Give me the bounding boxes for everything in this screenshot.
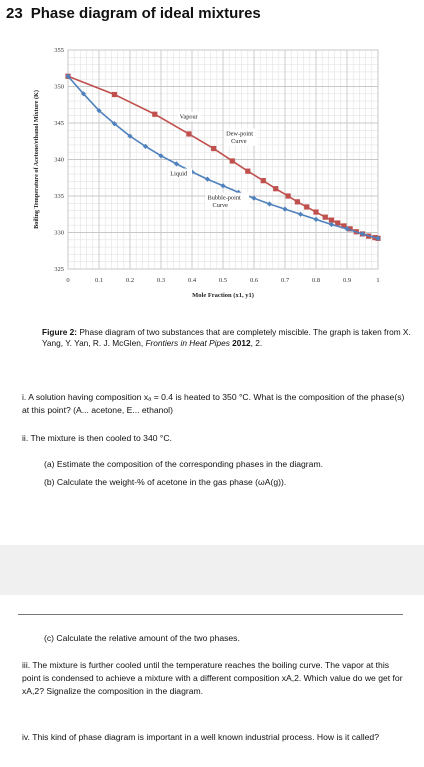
caption-year: 2012	[232, 338, 251, 348]
x-tick-label: 0.4	[187, 277, 197, 284]
dew-point-marker	[211, 146, 216, 151]
y-tick-label: 330	[54, 229, 64, 237]
blank-answer-band	[0, 545, 424, 595]
question-i-text: A solution having composition xₐ = 0.4 is heated to 350 °C. What is the composition of the phase(s) at this point? (A... acetone, E... ethanol)	[22, 392, 405, 415]
divider-line	[18, 614, 403, 615]
x-tick-label: 0.2	[125, 277, 135, 284]
caption-text: Phase diagram of two substances that are completely miscible. The graph is taken from X. Yang, Y. Yan, R. J. McGlen,	[42, 327, 411, 348]
caption-tail: , 2.	[250, 338, 263, 348]
question-ii-a-text: Estimate the composition of the corresponding phases in the diagram.	[56, 459, 323, 469]
dew-point-marker	[261, 178, 266, 183]
dew-point-marker	[323, 215, 328, 220]
x-tick-label: 0.8	[311, 277, 321, 284]
dew-point-marker	[313, 209, 318, 214]
caption-label: Figure 2:	[42, 327, 78, 337]
phase-diagram-chart	[0, 40, 424, 325]
question-ii	[22, 432, 407, 445]
bubble-point-label: Bubble-point	[207, 194, 241, 202]
question-ii-c-label: (c)	[44, 633, 55, 643]
x-tick-label: 0.1	[94, 277, 104, 284]
question-iv	[22, 731, 407, 744]
x-tick-label: 0.7	[280, 277, 290, 284]
vapour-label: Vapour	[179, 113, 198, 121]
y-tick-label: 325	[54, 266, 64, 273]
figure-caption	[42, 327, 412, 349]
y-tick-label: 335	[54, 193, 64, 200]
bubble-point-label: Curve	[212, 202, 228, 210]
question-ii-a-label: (a)	[44, 459, 55, 469]
section-title-text: Phase diagram of ideal mixtures	[30, 5, 261, 22]
x-tick-label: 0.5	[218, 277, 228, 284]
y-tick-label: 345	[54, 120, 64, 127]
question-ii-text: The mixture is then cooled to 340 °C.	[30, 433, 172, 443]
question-i	[22, 391, 407, 417]
question-iii-label: iii.	[22, 660, 31, 670]
question-ii-c	[44, 632, 409, 645]
x-axis-label: Mole Fraction (x1, y1)	[192, 292, 254, 299]
caption-journal: Frontiers in Heat Pipes	[145, 338, 230, 348]
x-tick-label: 0.3	[156, 277, 166, 284]
question-ii-c-text: Calculate the relative amount of the two phases.	[56, 633, 240, 643]
question-ii-a	[44, 458, 409, 471]
question-ii-b	[44, 476, 409, 489]
dew-point-marker	[273, 186, 278, 191]
y-tick-label: 340	[54, 156, 64, 164]
dew-point-marker	[304, 204, 309, 209]
dew-point-marker	[112, 92, 117, 97]
question-ii-b-text: Calculate the weight-% of acetone in the gas phase (ωA(g)).	[56, 477, 287, 487]
y-tick-label: 350	[54, 83, 64, 91]
y-tick-label: 355	[54, 47, 64, 54]
x-tick-label: 1	[376, 277, 380, 284]
question-ii-b-label: (b)	[44, 477, 55, 487]
question-ii-label: ii.	[22, 433, 29, 443]
dew-point-marker	[230, 158, 235, 163]
dew-point-label: Curve	[231, 137, 247, 145]
x-tick-label: 0	[66, 277, 70, 284]
liquid-label: Liquid	[170, 170, 188, 178]
section-number: 23	[6, 5, 23, 22]
dew-point-marker	[152, 112, 157, 117]
section-title	[6, 5, 261, 22]
question-i-label: i.	[22, 392, 27, 402]
dew-point-marker	[295, 199, 300, 204]
dew-point-marker	[245, 169, 250, 174]
dew-point-marker	[186, 131, 191, 136]
dew-point-marker	[286, 193, 291, 198]
question-iv-label: iv.	[22, 732, 30, 742]
x-tick-label: 0.9	[342, 277, 352, 284]
y-axis-label: Boiling Temperature of Acetone/ethanol Mixture (K)	[33, 90, 40, 229]
dew-point-label: Dew-point	[226, 130, 254, 138]
dew-point-marker	[335, 220, 340, 225]
question-iii-text: The mixture is further cooled until the temperature reaches the boiling curve. The vapor at this point is condensed to achieve a mixture with a different composition xA,2. Which value do we get for xA,2? Signalize the composition in the diagram.	[22, 660, 403, 696]
question-iv-text: This kind of phase diagram is important in a well known industrial process. How is it called?	[32, 732, 379, 742]
x-tick-label: 0.6	[249, 277, 259, 284]
question-iii	[22, 659, 407, 698]
